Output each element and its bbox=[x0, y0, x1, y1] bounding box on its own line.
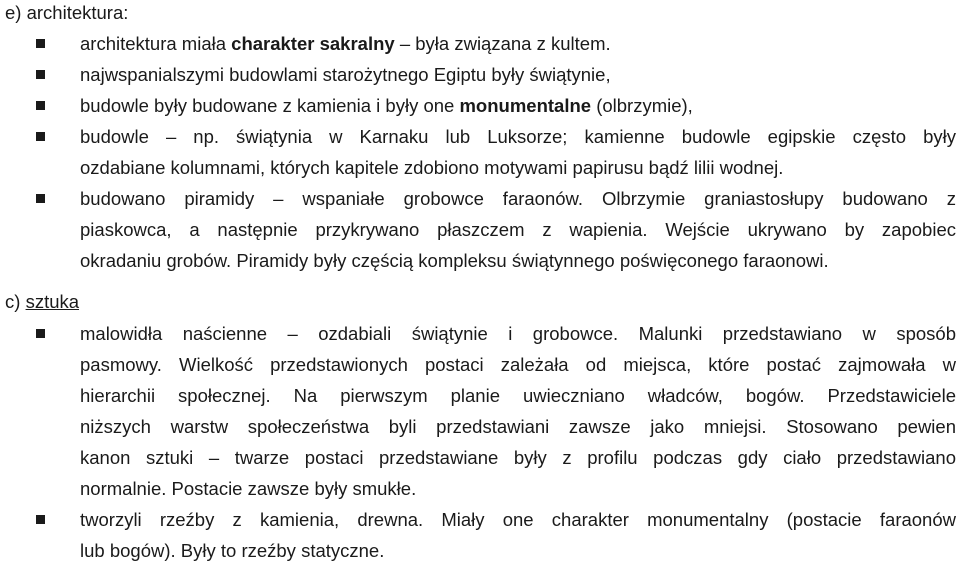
bullet-square-icon bbox=[36, 515, 45, 524]
text-run: (olbrzymie), bbox=[591, 95, 693, 116]
text-run: budowano piramidy – wspaniałe grobowce faraonów. Olbrzymie graniastosłupy budowano z bbox=[80, 188, 956, 209]
bullet-item-line bbox=[80, 442, 956, 473]
bullet-item-line bbox=[80, 349, 956, 380]
bullet-item-line bbox=[80, 214, 956, 245]
text-run: niższych warstw społeczeństwa byli przedstawiani zawsze jako mniejsi. Stosowano pewien bbox=[80, 416, 956, 437]
text-run: kanon sztuki – twarze postaci przedstawiane były z profilu podczas gdy ciało przedstawiano bbox=[80, 447, 956, 468]
bullet-item-line bbox=[80, 504, 956, 535]
section-heading-architektura: e) architektura: bbox=[5, 2, 129, 23]
text-run: piaskowca, a następnie przykrywano płaszczem z wapienia. Wejście ukrywano by zapobiec bbox=[80, 219, 956, 240]
bullet-square-icon bbox=[36, 329, 45, 338]
text-run: normalnie. Postacie zawsze były smukłe. bbox=[80, 478, 417, 499]
section-heading-sztuka bbox=[5, 286, 79, 317]
bullet-square-icon bbox=[36, 70, 45, 79]
text-run: najwspanialszymi budowlami starożytnego Egiptu były świątynie, bbox=[80, 64, 611, 85]
bullet-item-line bbox=[80, 411, 956, 442]
section-heading-label: sztuka bbox=[25, 291, 80, 312]
text-run: pasmowy. Wielkość przedstawionych postaci zależała od miejsca, które postać zajmowała w bbox=[80, 354, 956, 375]
text-run: okradaniu grobów. Piramidy były częścią kompleksu świątynnego poświęconego faraonowi. bbox=[80, 250, 829, 271]
bullet-item-line bbox=[80, 121, 956, 152]
text-run: budowle były budowane z kamienia i były one bbox=[80, 95, 460, 116]
section-heading-prefix: c) bbox=[5, 291, 26, 312]
bullet-item-line bbox=[80, 183, 956, 214]
text-run: ozdabiane kolumnami, których kapitele zdobiono motywami papirusu bądź lilii wodnej. bbox=[80, 157, 784, 178]
text-run: lub bogów). Były to rzeźby statyczne. bbox=[80, 540, 385, 561]
bullet-square-icon bbox=[36, 194, 45, 203]
bullet-item-line bbox=[80, 59, 611, 90]
bullet-item-line bbox=[80, 380, 956, 411]
bullet-item-line bbox=[80, 473, 416, 504]
text-run: budowle – np. świątynia w Karnaku lub Luksorze; kamienne budowle egipskie często były bbox=[80, 126, 956, 147]
text-run: architektura miała bbox=[80, 33, 232, 54]
bullet-item-line bbox=[80, 318, 956, 349]
bullet-square-icon bbox=[36, 132, 45, 141]
bold-term: monumentalne bbox=[459, 95, 592, 116]
text-run: – była związana z kultem. bbox=[394, 33, 611, 54]
text-run: tworzyli rzeźby z kamienia, drewna. Miały one charakter monumentalny (postacie faraonów bbox=[80, 509, 956, 530]
bold-term: charakter sakralny bbox=[231, 33, 395, 54]
text-run: malowidła naścienne – ozdabiali świątynie i grobowce. Malunki przedstawiano w sposób bbox=[80, 323, 956, 344]
bullet-square-icon bbox=[36, 39, 45, 48]
bullet-item-line bbox=[80, 28, 611, 59]
text-run: hierarchii społecznej. Na pierwszym planie uwieczniano władców, bogów. Przedstawiciele bbox=[80, 385, 956, 406]
bullet-item-line bbox=[80, 245, 829, 276]
bullet-item-line bbox=[80, 90, 693, 121]
bullet-item-line bbox=[80, 152, 783, 183]
bullet-square-icon bbox=[36, 101, 45, 110]
bullet-item-line bbox=[80, 535, 384, 566]
